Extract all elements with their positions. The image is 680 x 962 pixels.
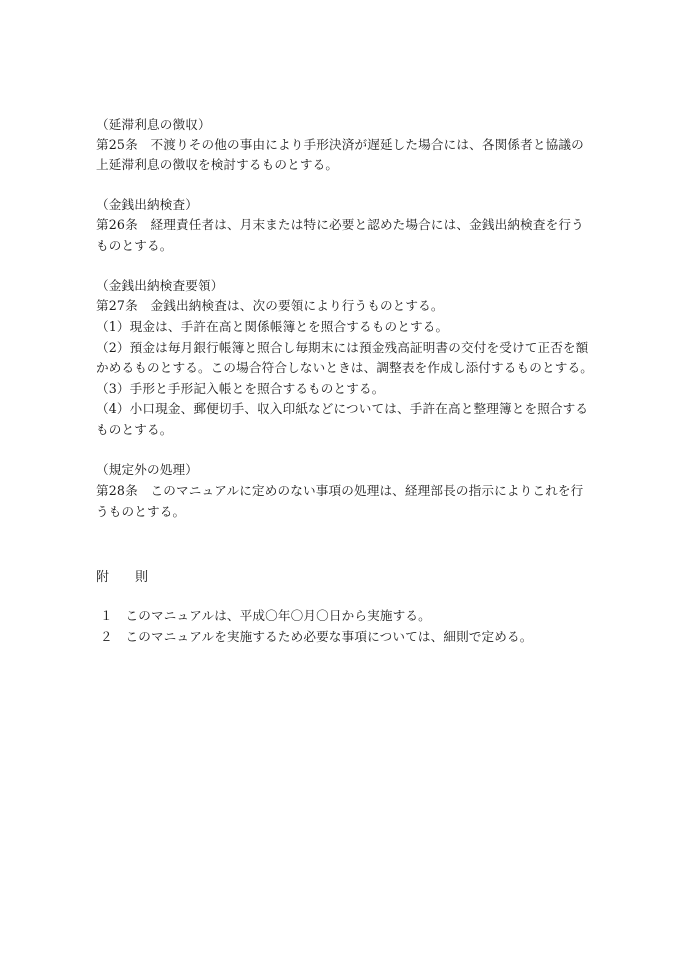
article-28-line-2: うものとする。 <box>96 504 186 519</box>
section-heading-cash-inspection: （金銭出納検査） <box>96 197 198 212</box>
section-heading-unregulated-matters: （規定外の処理） <box>96 462 198 477</box>
article-26-line-1: 第26条 経理責任者は、月末または特に必要と認めた場合には、金銭出納検査を行う <box>96 217 584 232</box>
article-26-line-2: ものとする。 <box>96 238 173 253</box>
supplementary-provisions-heading <box>96 569 148 587</box>
article-28-line-1: 第28条 このマニュアルに定めのない事項の処理は、経理部長の指示によりこれを行 <box>96 483 584 498</box>
section-heading-inspection-procedure: （金銭出納検査要領） <box>96 278 224 293</box>
article-27-line-1: 第27条 金銭出納検査は、次の要領により行うものとする。 <box>96 298 444 313</box>
article-25-line-2: 上延滞利息の徴収を検討するものとする。 <box>96 157 339 172</box>
supplementary-item-1: １ このマニュアルは、平成〇年〇月〇日から実施する。 <box>100 608 431 623</box>
supplementary-heading-right: 則 <box>135 570 149 585</box>
article-27-item-2-line-2: かめるものとする。この場合符合しないときは、調整表を作成し添付するものとする。 <box>96 360 594 375</box>
article-25-line-1: 第25条 不渡りその他の事由により手形決済が遅延した場合には、各関係者と協議の <box>96 137 584 152</box>
article-27-item-3: （3）手形と手形記入帳とを照合するものとする。 <box>96 381 385 396</box>
article-27-item-2-line-1: （2）預金は毎月銀行帳簿と照合し毎期末には預金残高証明書の交付を受けて正否を額 <box>96 340 589 355</box>
supplementary-item-2: ２ このマニュアルを実施するため必要な事項については、細則で定める。 <box>100 629 533 644</box>
article-27-item-4-line-2: ものとする。 <box>96 422 173 437</box>
supplementary-heading-left: 附 <box>96 570 110 585</box>
article-27-item-4-line-1: （4）小口現金、郵便切手、収入印紙などについては、手許在高と整理簿とを照合する <box>96 401 589 416</box>
article-27-item-1: （1）現金は、手許在高と関係帳簿とを照合するものとする。 <box>96 319 449 334</box>
section-heading-delay-interest: （延滞利息の徴収） <box>96 117 211 132</box>
